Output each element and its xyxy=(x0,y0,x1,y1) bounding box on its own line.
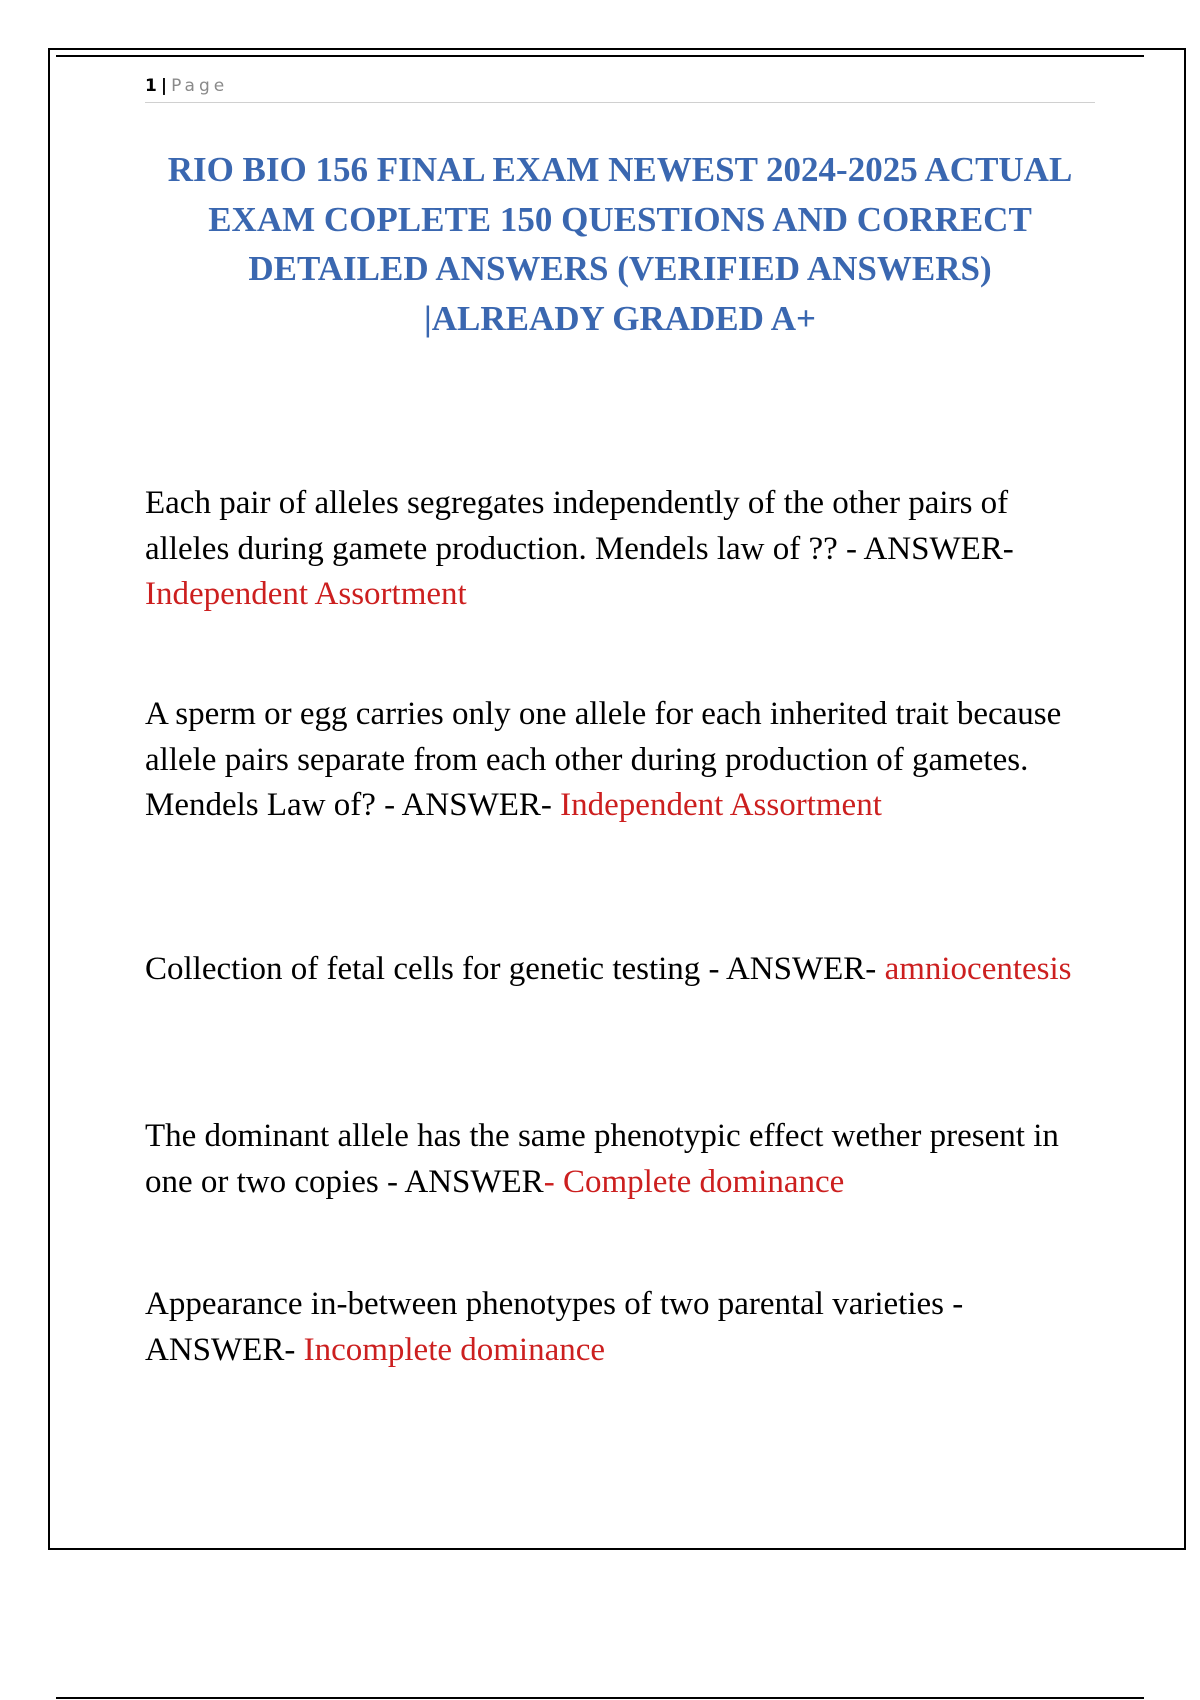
qa-item xyxy=(145,1282,1085,1373)
question-text: A sperm or egg carries only one allele for each inherited trait because allele pairs separate from each other during production of gametes. Mendels Law of? - ANSWER- xyxy=(145,696,1062,823)
qa-item xyxy=(145,1114,1085,1205)
title-line-1: RIO BIO 156 FINAL EXAM NEWEST 2024-2025 ACTUAL xyxy=(167,150,1073,189)
question-text: The dominant allele has the same phenotypic effect wether present in one or two copies - ANSWER xyxy=(145,1118,1059,1200)
page-word: Page xyxy=(171,76,229,96)
title-line-4: |ALREADY GRADED A+ xyxy=(424,298,816,338)
answer-text: amniocentesis xyxy=(884,951,1072,987)
qa-item xyxy=(145,947,1085,993)
answer-text: Independent Assortment xyxy=(145,576,467,612)
answer-text: - Complete dominance xyxy=(543,1163,845,1200)
qa-item xyxy=(145,692,1085,829)
bottom-rule xyxy=(56,1697,1144,1699)
question-text: Each pair of alleles segregates independently of the other pairs of alleles during gamete production. Mendels law of ?? - ANSWER- xyxy=(145,485,1014,567)
question-text: Appearance in-between phenotypes of two parental varieties - ANSWER- xyxy=(145,1286,964,1368)
header-separator: | xyxy=(160,76,168,96)
document-title xyxy=(140,145,1100,343)
page-header xyxy=(145,74,1095,103)
answer-text: Incomplete dominance xyxy=(303,1331,606,1368)
title-line-3: DETAILED ANSWERS (VERIFIED ANSWERS) xyxy=(248,249,992,288)
qa-item xyxy=(145,481,1085,618)
answer-text: Independent Assortment xyxy=(560,787,882,823)
page-number: 1 xyxy=(145,76,157,96)
title-line-2: EXAM COPLETE 150 QUESTIONS AND CORRECT xyxy=(208,199,1032,239)
question-text: Collection of fetal cells for genetic testing - ANSWER- xyxy=(145,951,877,987)
